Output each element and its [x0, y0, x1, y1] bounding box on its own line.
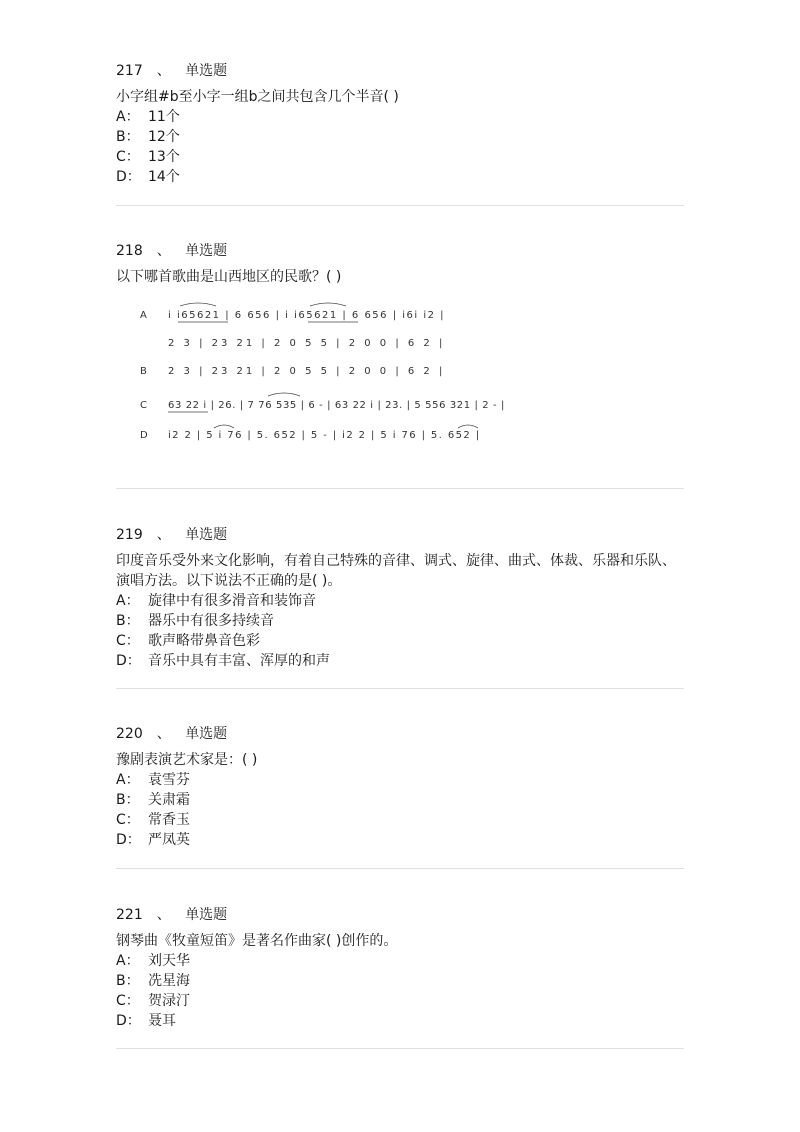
question-number: 219	[116, 527, 143, 543]
option-a[interactable]	[116, 770, 684, 790]
question-stem: 钢琴曲《牧童短笛》是著名作曲家( )创作的。	[116, 933, 398, 949]
option-letter: B：	[116, 129, 140, 145]
score-row-c: 63 22 i | 26. | 7 76 535 | 6 - | 63 22 i | 23. | 5 556 321 | 2 - |	[168, 400, 505, 411]
question-type: 单选题	[185, 907, 228, 923]
question-type: 单选题	[185, 243, 228, 259]
option-letter: D：	[116, 169, 141, 185]
question-separator: 、	[156, 243, 171, 259]
option-letter: A：	[116, 593, 140, 609]
question-218	[116, 241, 684, 287]
score-row-label-b: B	[140, 366, 147, 377]
question-217	[116, 61, 684, 187]
option-text: 11个	[148, 109, 180, 125]
option-a[interactable]	[116, 591, 684, 611]
divider	[116, 868, 684, 869]
option-letter: C：	[116, 633, 140, 649]
question-header	[116, 525, 684, 545]
question-header	[116, 905, 684, 925]
question-221	[116, 905, 684, 1031]
option-letter: A：	[116, 953, 140, 969]
option-text: 音乐中具有丰富、浑厚的和声	[148, 653, 330, 669]
option-c[interactable]	[116, 991, 684, 1011]
option-b[interactable]	[116, 971, 684, 991]
question-stem: 印度音乐受外来文化影响，有着自己特殊的音律、调式、旋律、曲式、体裁、乐器和乐队、演唱方法。以下说法不正确的是( )。	[116, 553, 676, 589]
option-text: 聂耳	[148, 1013, 176, 1029]
score-row-label-d: D	[140, 430, 148, 441]
option-letter: B：	[116, 973, 140, 989]
score-row-label-a: A	[140, 310, 147, 321]
option-b[interactable]	[116, 611, 684, 631]
divider	[116, 688, 684, 689]
option-c[interactable]	[116, 631, 684, 651]
question-number: 217	[116, 63, 143, 79]
question-stem: 豫剧表演艺术家是：( )	[116, 752, 258, 768]
option-text: 贺渌汀	[148, 993, 190, 1009]
option-c[interactable]	[116, 147, 684, 167]
question-219	[116, 525, 684, 671]
option-letter: D：	[116, 653, 141, 669]
option-d[interactable]	[116, 1011, 684, 1031]
option-text: 器乐中有很多持续音	[148, 613, 274, 629]
option-letter: C：	[116, 149, 140, 165]
option-text: 刘天华	[148, 953, 190, 969]
option-d[interactable]	[116, 651, 684, 671]
option-text: 13个	[148, 149, 180, 165]
score-row-b: 2 3 | 23 21 | 2 0 5 5 | 2 0 0 | 6 2 |	[168, 366, 446, 377]
option-letter: C：	[116, 812, 140, 828]
question-separator: 、	[156, 63, 171, 79]
question-separator: 、	[156, 527, 171, 543]
question-type: 单选题	[185, 63, 228, 79]
option-text: 严凤英	[148, 832, 190, 848]
score-row-a2: 2 3 | 23 21 | 2 0 5 5 | 2 0 0 | 6 2 |	[168, 338, 446, 349]
question-header	[116, 724, 684, 744]
question-type: 单选题	[185, 726, 228, 742]
question-type: 单选题	[185, 527, 228, 543]
divider	[116, 205, 684, 206]
option-text: 袁雪芬	[148, 772, 190, 788]
music-score-options	[128, 298, 548, 448]
question-stem: 以下哪首歌曲是山西地区的民歌？( )	[116, 269, 342, 285]
option-b[interactable]	[116, 790, 684, 810]
option-text: 常香玉	[148, 812, 190, 828]
divider	[116, 488, 684, 489]
option-letter: A：	[116, 772, 140, 788]
score-row-d: i2 2 | 5 i 76 | 5. 652 | 5 - | i2 2 | 5 i 76 | 5. 652 |	[168, 430, 481, 441]
question-number: 218	[116, 243, 143, 259]
option-letter: B：	[116, 613, 140, 629]
option-a[interactable]	[116, 951, 684, 971]
question-number: 221	[116, 907, 143, 923]
option-c[interactable]	[116, 810, 684, 830]
question-header	[116, 61, 684, 81]
question-header	[116, 241, 684, 261]
option-text: 冼星海	[148, 973, 190, 989]
option-letter: B：	[116, 792, 140, 808]
option-letter: D：	[116, 832, 141, 848]
option-a[interactable]	[116, 107, 684, 127]
option-text: 关肃霜	[148, 792, 190, 808]
option-letter: C：	[116, 993, 140, 1009]
question-number: 220	[116, 726, 143, 742]
option-b[interactable]	[116, 127, 684, 147]
option-d[interactable]	[116, 167, 684, 187]
option-text: 歌声略带鼻音色彩	[148, 633, 260, 649]
option-text: 旋律中有很多滑音和装饰音	[148, 593, 316, 609]
jianpu-score	[128, 298, 548, 448]
option-text: 14个	[148, 169, 180, 185]
question-separator: 、	[156, 726, 171, 742]
score-row-label-c: C	[140, 400, 147, 411]
question-220	[116, 724, 684, 850]
option-d[interactable]	[116, 830, 684, 850]
question-stem: 小字组#b至小字一组b之间共包含几个半音( )	[116, 89, 399, 105]
question-separator: 、	[156, 907, 171, 923]
divider	[116, 1048, 684, 1049]
option-letter: A：	[116, 109, 140, 125]
score-row-a: i i65621 | 6 656 | i i65621 | 6 656 | i6i i2 |	[168, 310, 446, 321]
option-letter: D：	[116, 1013, 141, 1029]
option-text: 12个	[148, 129, 180, 145]
